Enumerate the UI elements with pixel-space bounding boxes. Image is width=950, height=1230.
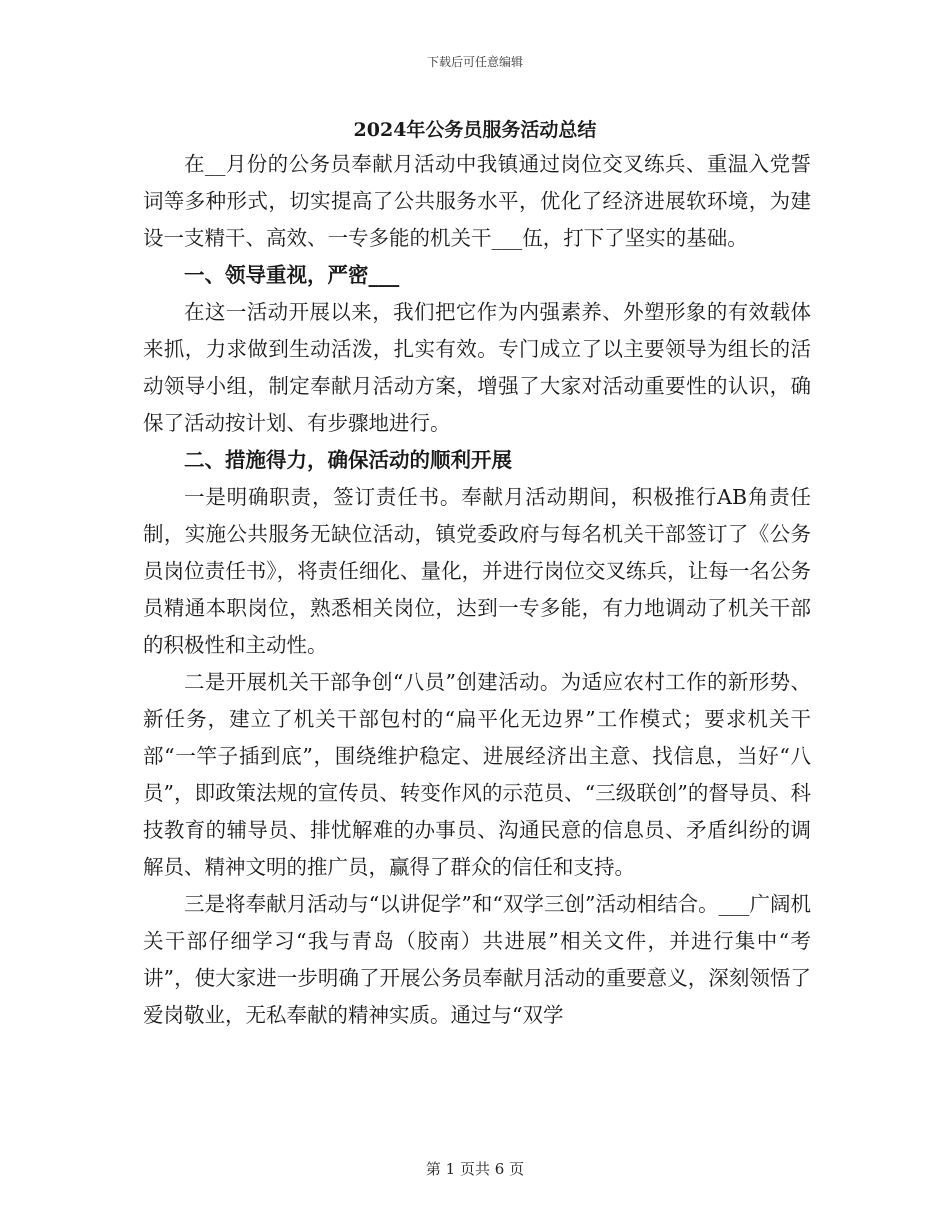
section-1-paragraph: 在这一活动开展以来，我们把它作为内强素养、外塑形象的有效载体来抓，力求做到生动活泼，扎实有效。专门成立了以主要领导为组长的活动领导小组，制定奉献月活动方案，增强了大家对活动重要性的认识，确保了活动按计划、有步骤地进行。	[143, 300, 811, 435]
section-2-heading: 二、措施得力，确保活动的顺利开展	[184, 448, 512, 472]
section-2-paragraph-3: 三是将奉献月活动与“以讲促学”和“双学三创”活动相结合。___广阔机关干部仔细学习“我与青岛（胶南）共进展”相关文件，并进行集中“考讲”，使大家进一步明确了开展公务员奉献月活动的重要意义，深刻领悟了爱岗敬业，无私奉献的精神实质。通过与“双学	[143, 892, 811, 1027]
document-body	[143, 146, 811, 1034]
section-2-paragraph-2: 二是开展机关干部争创“八员”创建活动。为适应农村工作的新形势、新任务，建立了机关干部包村的“扁平化无边界”工作模式；要求机关干部“一竿子插到底”，围绕维护稳定、进展经济出主意、找信息，当好“八员”，即政策法规的宣传员、转变作风的示范员、“三级联创”的督导员、科技教育的辅导员、排忧解难的办事员、沟通民意的信息员、矛盾纠纷的调解员、精神文明的推广员，赢得了群众的信任和支持。	[143, 670, 811, 879]
section-2-paragraph-1: 一是明确职责，签订责任书。奉献月活动期间，积极推行AB角责任制，实施公共服务无缺位活动，镇党委政府与每名机关干部签订了《公务员岗位责任书》，将责任细化、量化，并进行岗位交叉练兵，让每一名公务员精通本职岗位，熟悉相关岗位，达到一专多能，有力地调动了机关干部的积极性和主动性。	[143, 485, 811, 657]
section-1-heading: 一、领导重视，严密___	[184, 263, 400, 287]
intro-paragraph: 在__月份的公务员奉献月活动中我镇通过岗位交叉练兵、重温入党誓词等多种形式，切实提高了公共服务水平，优化了经济进展软环境，为建设一支精干、高效、一专多能的机关干___伍，打下了坚实的基础。	[143, 152, 811, 250]
document-title: 2024年公务员服务活动总结	[353, 119, 597, 141]
page-header-note: 下载后可任意编辑	[426, 55, 523, 69]
page-number: 第 1 页共 6 页	[425, 1160, 525, 1178]
